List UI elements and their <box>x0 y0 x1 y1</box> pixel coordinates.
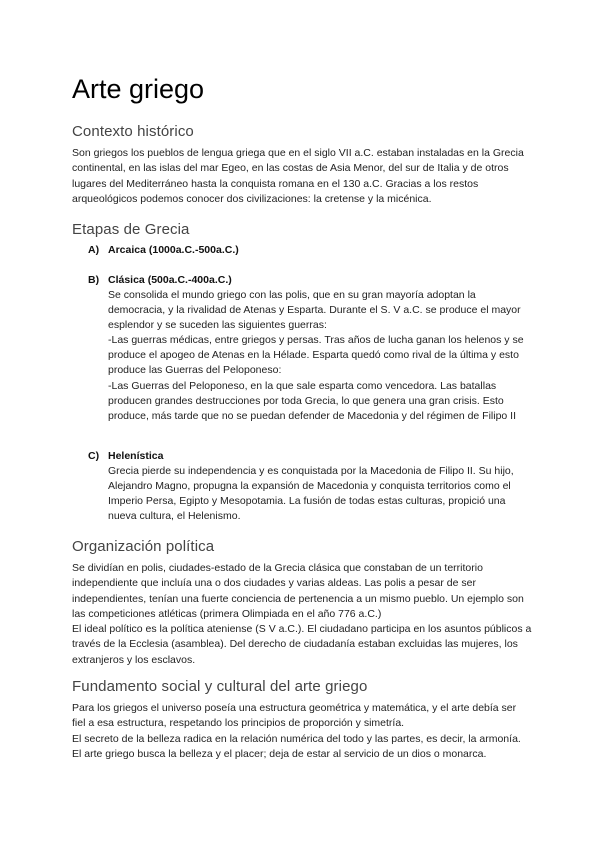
section-etapas <box>72 220 532 240</box>
section-fundamento <box>72 677 532 762</box>
paragraph-organizacion <box>72 561 532 668</box>
stage-c-label: C) <box>88 450 100 462</box>
section-heading-organizacion: Organización política <box>72 538 215 555</box>
stage-b-paragraph: -Las Guerras del Peloponeso, en la que sale esparta como vencedora. Las batallas producen grandes destrucciones por toda Grecia, lo que genera una gran crisis. Esto produce, más tarde que no se puedan defender de Macedonia y del régimen de Filipo II <box>108 379 517 422</box>
stage-c-text <box>108 464 532 524</box>
section-heading-fundamento: Fundamento social y cultural del arte griego <box>72 678 368 695</box>
stage-b-text <box>108 288 532 424</box>
stage-b-title: Clásica (500a.C.-400a.C.) <box>108 274 232 286</box>
section-organizacion <box>72 537 532 668</box>
stage-b-label: B) <box>88 274 100 286</box>
paragraph-contexto: Son griegos los pueblos de lengua griega que en el siglo VII a.C. estaban instaladas en la Grecia continental, en las islas del mar Egeo, en las costas de Asia Menor, del sur de Italia y de otros lugares del Mediterráneo hasta la conquista romana en el 130 a.C. Gracias a los restos arqueológicos podemos conocer dos civilizaciones: la cretense y la micénica. <box>72 147 524 205</box>
section-contexto <box>72 122 532 207</box>
paragraph-fundamento <box>72 701 532 762</box>
section-heading-contexto: Contexto histórico <box>72 123 194 140</box>
organizacion-line: Se dividían en polis, ciudades-estado de la Grecia clásica que constaban de un territorio independiente que incluía una o dos ciudades y varias aldeas. Las polis a pesar de ser independientes, tenían una fuerte conciencia de pertenencia a un mismo pueblo. Un ejemplo son las competiciones atléticas (primera Olimpiada en el año 776 a.C.) <box>72 562 524 620</box>
section-heading-etapas: Etapas de Grecia <box>72 221 190 238</box>
page-title: Arte griego <box>72 74 205 104</box>
fundamento-line: Para los griegos el universo poseía una estructura geométrica y matemática, y el arte debía ser fiel a esa estructura, respetando los principios de proporción y simetría. <box>72 702 517 730</box>
stage-b-paragraph: -Las guerras médicas, entre griegos y persas. Tras años de lucha ganan los helenos y se produce el apogeo de Atenas en la Hélade. Esparta quedó como rival de la última y esto produce las Guerras del Peloponeso: <box>108 334 524 377</box>
stage-b-paragraph: Se consolida el mundo griego con las polis, que en su gran mayoría adoptan la democracia, y la rivalidad de Atenas y Esparta. Durante el S. V a.C. se produce el mayor esplendor y se suceden las siguientes guerras: <box>108 289 521 332</box>
stage-c-title: Helenística <box>108 450 164 462</box>
fundamento-line: El secreto de la belleza radica en la relación numérica del todo y las partes, es decir, la armonía. El arte griego busca la belleza y el placer; deja de estar al servicio de un dios o monarca. <box>72 732 521 760</box>
stage-a-title: Arcaica (1000a.C.-500a.C.) <box>108 244 239 256</box>
stage-a-label: A) <box>88 244 100 256</box>
organizacion-line: El ideal político es la política ateniense (S V a.C.). El ciudadano participa en los asuntos públicos a través de la Ecclesia (asamblea). Del derecho de ciudadanía estaban excluidas las mujeres, los extranjeros y los esclavos. <box>72 623 532 666</box>
stage-c-paragraph: Grecia pierde su independencia y es conquistada por la Macedonia de Filipo II. Su hijo, Alejandro Magno, propugna la expansión de Macedonia y conquista territorios como el Imperio Persa, Egipto y Mesopotamia. La fusión de todas estas culturas, propició una nueva cultura, el Helenismo. <box>108 465 514 523</box>
